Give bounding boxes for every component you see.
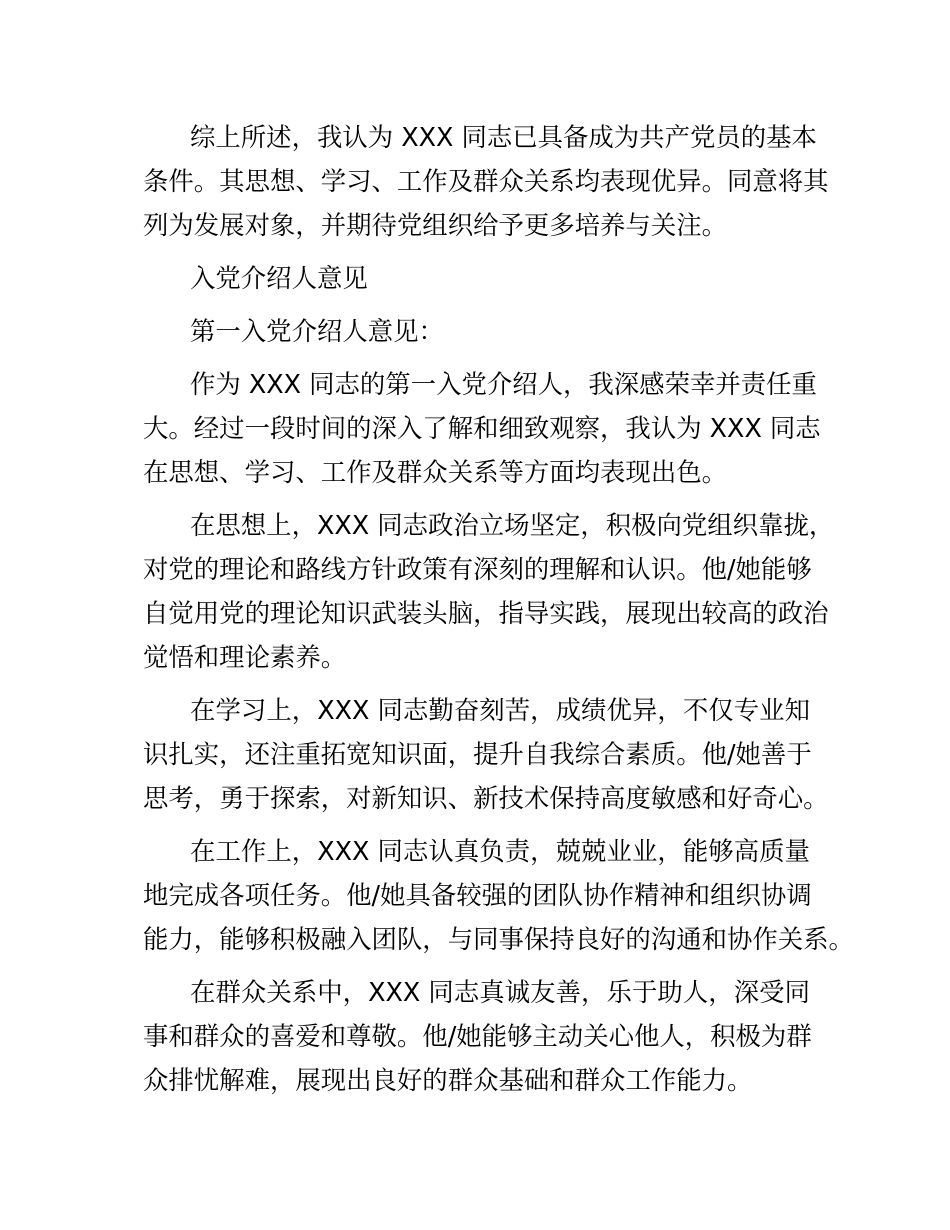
text-line: 第一入党介绍人意见：	[190, 316, 444, 346]
text-line: 对党的理论和路线方针政策有深刻的理解和认识。他/她能够	[143, 554, 812, 584]
paragraph	[143, 115, 829, 247]
text-line: 入党介绍人意见	[190, 263, 368, 293]
text-line: 条件。其思想、学习、工作及群众关系均表现优异。同意将其	[143, 166, 829, 196]
text-line: 思考，勇于探索，对新知识、新技术保持高度敏感和好奇心。	[143, 783, 829, 813]
text-line: 作为 XXX 同志的第一入党介绍人，我深感荣幸并责任重	[190, 369, 817, 399]
text-line: 在思想上，XXX 同志政治立场坚定，积极向党组织靠拢，	[190, 510, 835, 540]
text-line: 综上所述，我认为 XXX 同志已具备成为共产党员的基本	[190, 122, 817, 152]
text-line: 在思想、学习、工作及群众关系等方面均表现出色。	[143, 457, 727, 487]
text-line: 地完成各项任务。他/她具备较强的团队协作精神和组织协调	[143, 880, 812, 910]
paragraph	[143, 256, 810, 300]
text-line: 事和群众的喜爱和尊敬。他/她能够主动关心他人，积极为群	[143, 1021, 812, 1051]
text-line: 能力，能够积极融入团队，与同事保持良好的沟通和协作关系。	[143, 924, 854, 954]
text-line: 众排忧解难，展现出良好的群众基础和群众工作能力。	[143, 1065, 753, 1095]
paragraph	[143, 688, 829, 820]
text-line: 识扎实，还注重拓宽知识面，提升自我综合素质。他/她善于	[143, 739, 812, 769]
text-line: 列为发展对象，并期待党组织给予更多培养与关注。	[143, 210, 727, 240]
text-line: 觉悟和理论素养。	[143, 642, 347, 672]
text-line: 大。经过一段时间的深入了解和细致观察，我认为 XXX 同志	[143, 413, 821, 443]
text-line: 自觉用党的理论知识武装头脑，指导实践，展现出较高的政治	[143, 598, 829, 628]
text-line: 在群众关系中，XXX 同志真诚友善，乐于助人，深受同	[190, 977, 810, 1007]
paragraph	[143, 503, 835, 679]
text-line: 在工作上，XXX 同志认真负责，兢兢业业，能够高质量	[190, 836, 810, 866]
paragraph	[143, 362, 821, 494]
document-body	[143, 115, 854, 1111]
paragraph	[143, 309, 810, 353]
text-line: 在学习上，XXX 同志勤奋刻苦，成绩优异，不仅专业知	[190, 695, 810, 725]
paragraph	[143, 829, 854, 961]
paragraph	[143, 970, 810, 1102]
